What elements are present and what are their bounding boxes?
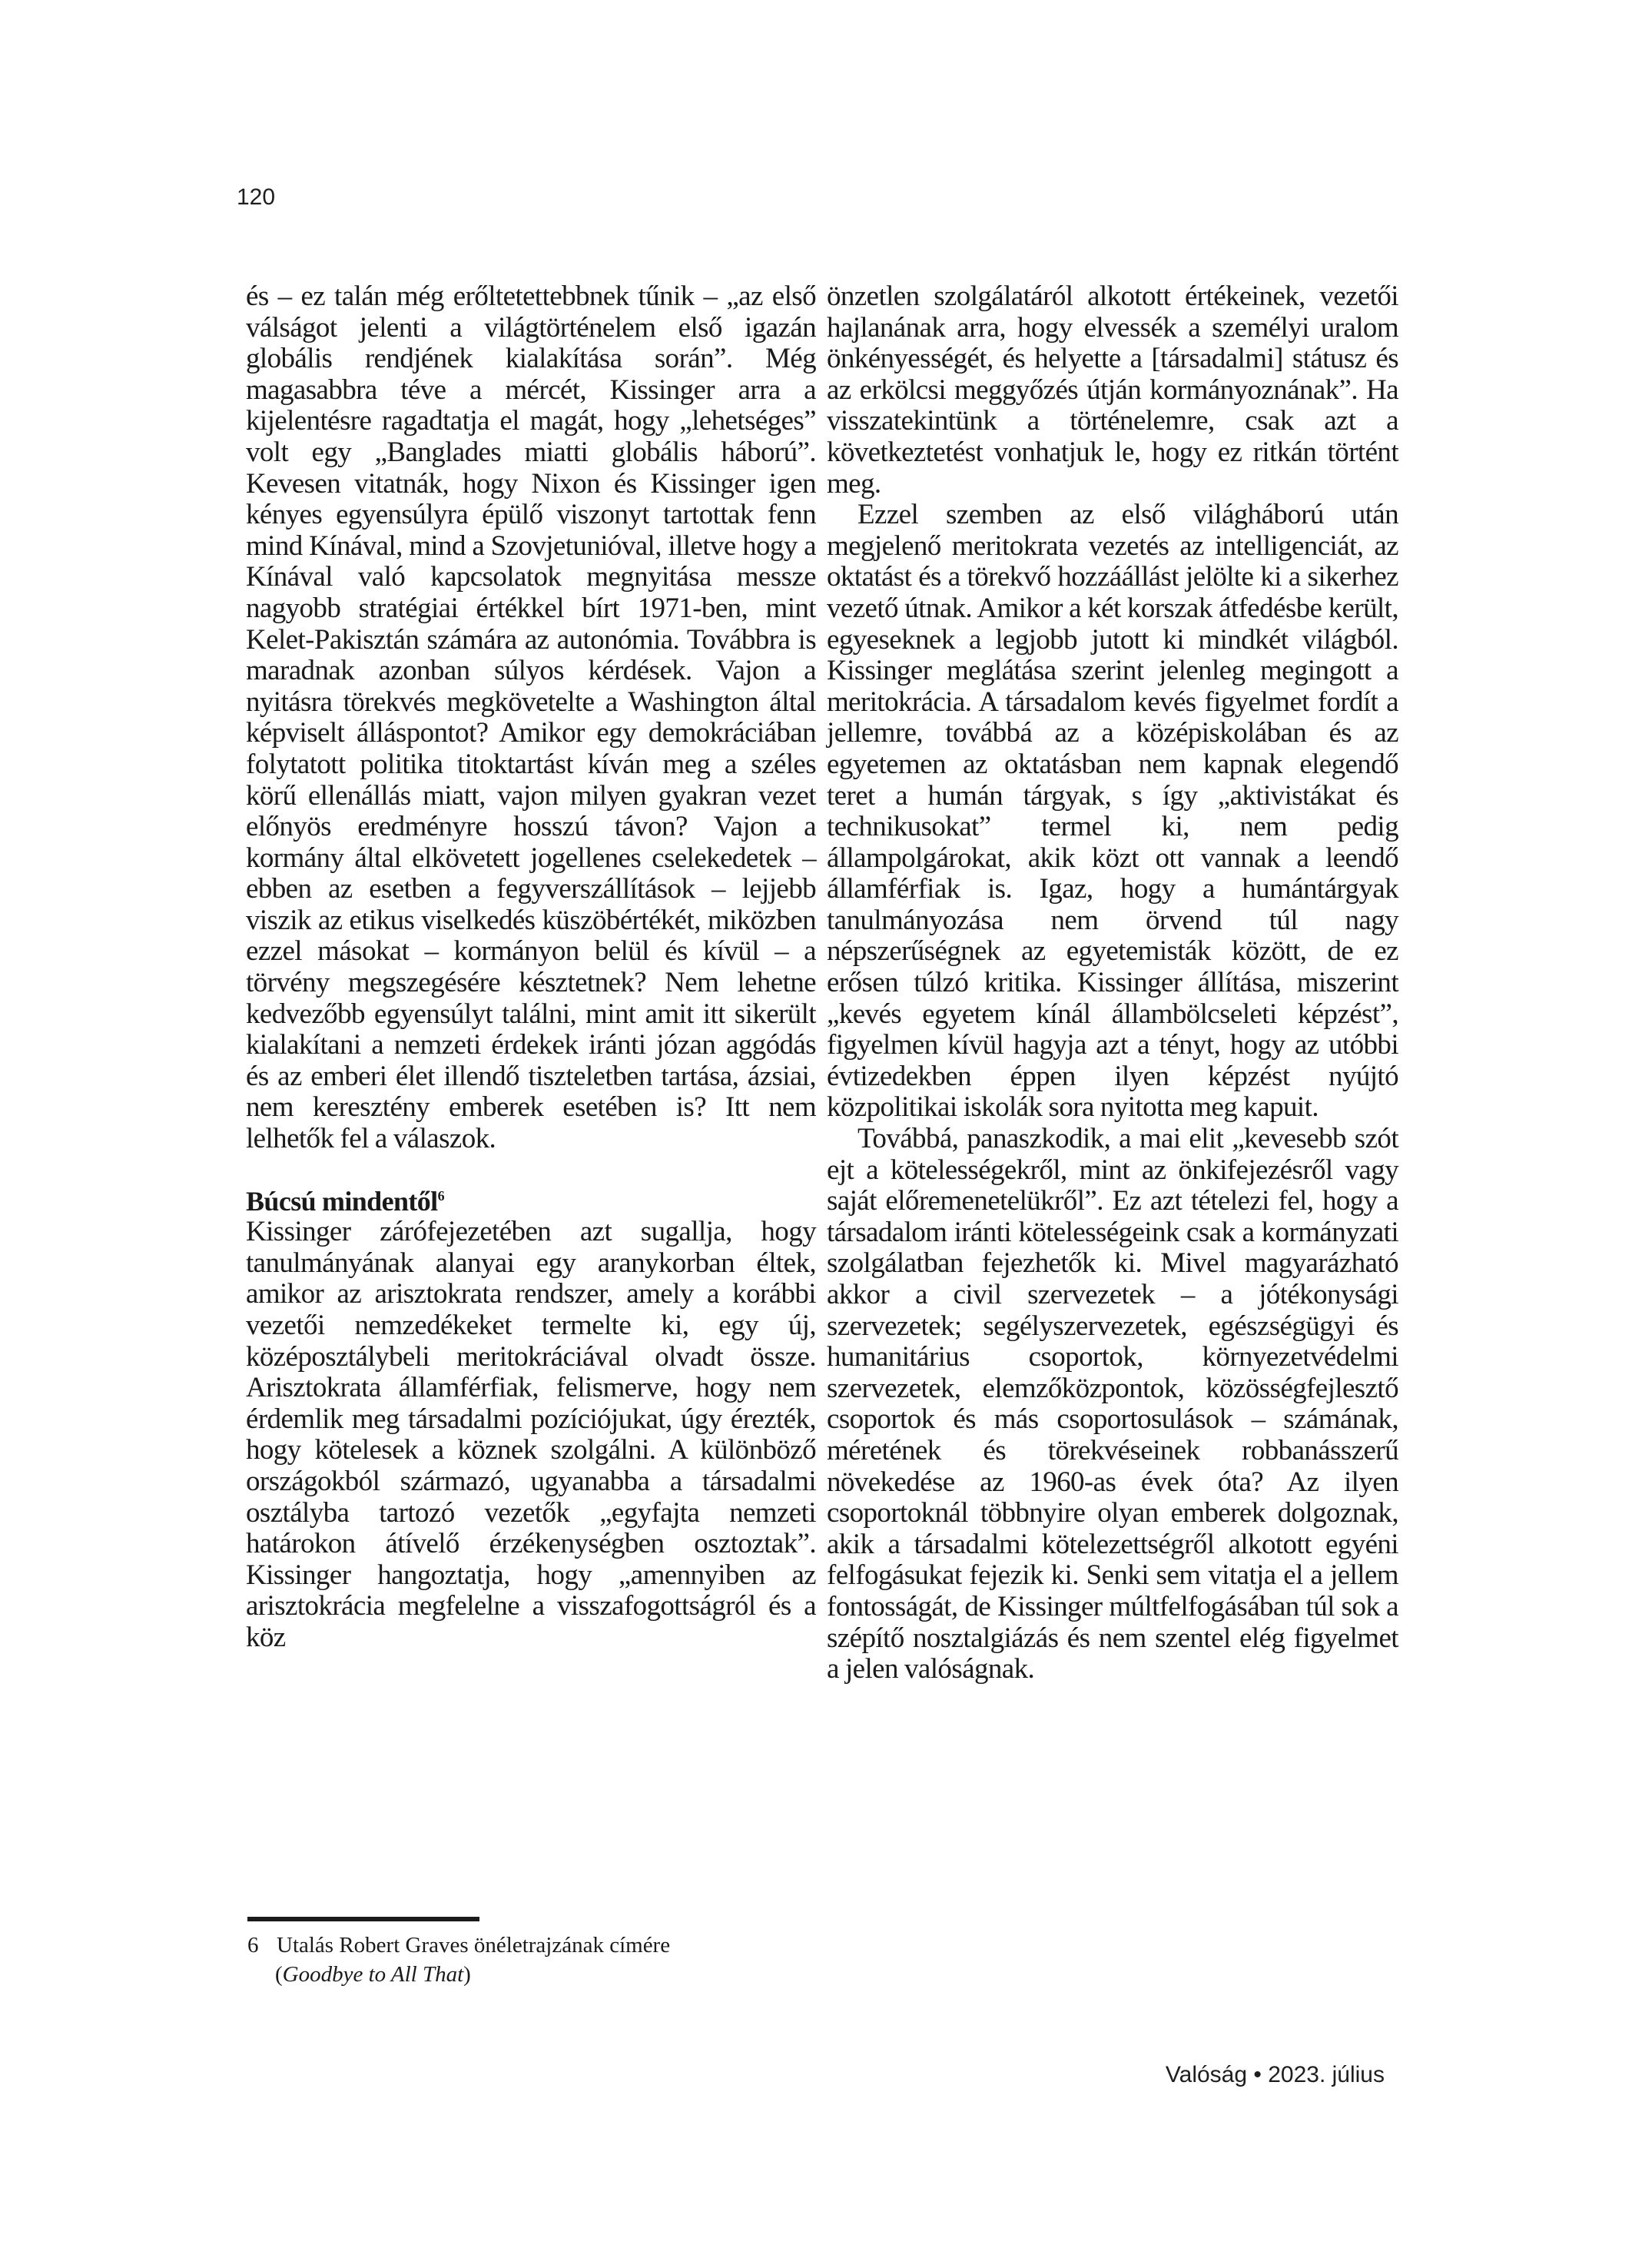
footnote-paren: ( xyxy=(275,1962,283,1987)
section-heading xyxy=(246,1186,816,1217)
footnote-reference[interactable]: 6 xyxy=(437,1187,444,1204)
page-footer: Valóság • 2023. július xyxy=(1165,2062,1385,2087)
right-column xyxy=(827,281,1398,1685)
footnote-paren: ) xyxy=(463,1962,471,1987)
body-paragraph: és – ez talán még erőltetettebbnek tűnik – „az első válságot jelenti a világtörténelem első igazán globális rendjének kialakítása során”. Még magasabbra téve a mércét, Kissinger arra a kijelentésre ragadtatja el magát, hogy „lehetséges” volt egy „Banglades miatti globális háború”. Kevesen vitatnák, hogy Nixon és Kissinger igen kényes egyensúlyra épülő viszonyt tartottak fenn mind Kínával, mind a Szovjetunióval, illetve hogy a Kínával való kapcsolatok megnyitása messze nagyobb stratégiai értékkel bírt 1971-ben, mint Kelet-Pakisztán számára az autonómia. Továbbra is maradnak azonban súlyos kérdések. Vajon a nyitásra törekvés megkövetelte a Washington által képviselt álláspontot? Amikor egy demokráciában folytatott politika titoktartást kíván meg a széles körű ellenállás miatt, vajon milyen gyakran vezet előnyös eredményre hosszú távon? Vajon a kormány által elkövetett jogellenes cselekedetek – ebben az esetben a fegyverszállítások – lejjebb viszik az etikus viselkedés küszöbértékét, miközben ezzel másokat – kormányon belül és kívül – a törvény megszegésére késztetnek? Nem lehetne kedvezőbb egyensúlyt találni, mint amit itt sikerült kialakítani a nemzeti érdekek iránti józan aggódás és az emberi élet illendő tiszteletben tartása, ázsiai, nem keresztény emberek esetében is? Itt nem lelhetők fel a válaszok. xyxy=(246,281,816,1155)
section-heading-text: Búcsú mindentől xyxy=(246,1185,438,1217)
page-number: 120 xyxy=(237,184,276,210)
left-column xyxy=(246,281,816,1654)
body-paragraph: Továbbá, panaszkodik, a mai elit „kevesebb szót ejt a kötelességekről, mint az önkifejezésről vagy saját előremenetelükről”. Ez azt tételezi fel, hogy a társadalom iránti kötelességeink csak a kormányzati szolgálatban fejezhetők ki. Mivel magyarázható akkor a civil szervezetek – a jótékonysági szervezetek; segélyszervezetek, egészségügyi és humanitárius csoportok, környezetvédelmi szervezetek, elemzőközpontok, közösségfejlesztő csoportok és más csoportosulások – számának, méretének és törekvéseinek robbanásszerű növekedése az 1960-as évek óta? Az ilyen csoportoknál többnyire olyan emberek dolgoznak, akik a társadalmi kötelezettségről alkotott egyéni felfogásukat fejezik ki. Senki sem vitatja el a jellem fontosságát, de Kissinger múltfelfogásában túl sok a szépítő nosztalgiázás és nem szentel elég figyelmet a jelen valóságnak. xyxy=(827,1123,1398,1685)
footnote xyxy=(247,1931,816,1989)
body-paragraph: önzetlen szolgálatáról alkotott értékeinek, vezetői hajlanának arra, hogy elvessék a személyi uralom önkényességét, és helyette a [társadalmi] státusz és az erkölcsi meggyőzés útján kormányoznának”. Ha visszatekintünk a történelemre, csak azt a következtetést vonhatjuk le, hogy ez ritkán történt meg. xyxy=(827,281,1398,500)
footnote-divider xyxy=(247,1917,479,1921)
body-paragraph: Ezzel szemben az első világháború után megjelenő meritokrata vezetés az intelligenciát, az oktatást és a törekvő hozzáállást jelölte ki a sikerhez vezető útnak. Amikor a két korszak átfedésbe került, egyeseknek a legjobb jutott ki mindkét világból. Kissinger meglátása szerint jelenleg megingott a meritokrácia. A társadalom kevés figyelmet fordít a jellemre, továbbá az a középiskolában és az egyetemen az oktatásban nem kapnak elegendő teret a humán tárgyak, s így „aktivistákat és technikusokat” termel ki, nem pedig állampolgárokat, akik közt ott vannak a leendő államférfiak is. Igaz, hogy a humántárgyak tanulmányozása nem örvend túl nagy népszerűségnek az egyetemisták között, de ez erősen túlzó kritika. Kissinger állítása, miszerint „kevés egyetem kínál állambölcseleti képzést”, figyelmen kívül hagyja azt a tényt, hogy az utóbbi évtizedekben éppen ilyen képzést nyújtó közpolitikai iskolák sora nyitotta meg kapuit. xyxy=(827,499,1398,1124)
footnote-number: 6 xyxy=(247,1933,259,1958)
footnote-book-title: Goodbye to All That xyxy=(282,1962,464,1987)
body-paragraph: Kissinger zárófejezetében azt sugallja, hogy tanulmányának alanyai egy aranykorban éltek, amikor az arisztokrata rendszer, amely a korábbi vezetői nemzedékeket termelte ki, egy új, középosztálybeli meritokráciával olvadt össze. Arisztokrata államférfiak, felismerve, hogy nem érdemlik meg társadalmi pozíciójukat, úgy érezték, hogy kötelesek a köznek szolgálni. A különböző országokból származó, ugyanabba a társadalmi osztályba tartozó vezetők „egyfajta nemzeti határokon átívelő érzékenységben osztoztak”. Kissinger hangoztatja, hogy „amennyiben az arisztokrácia megfelelne a visszafogottságról és a köz xyxy=(246,1216,816,1653)
footnote-text: Utalás Robert Graves önéletrajzának címére xyxy=(277,1933,671,1958)
footnote-citation xyxy=(247,1960,816,1989)
